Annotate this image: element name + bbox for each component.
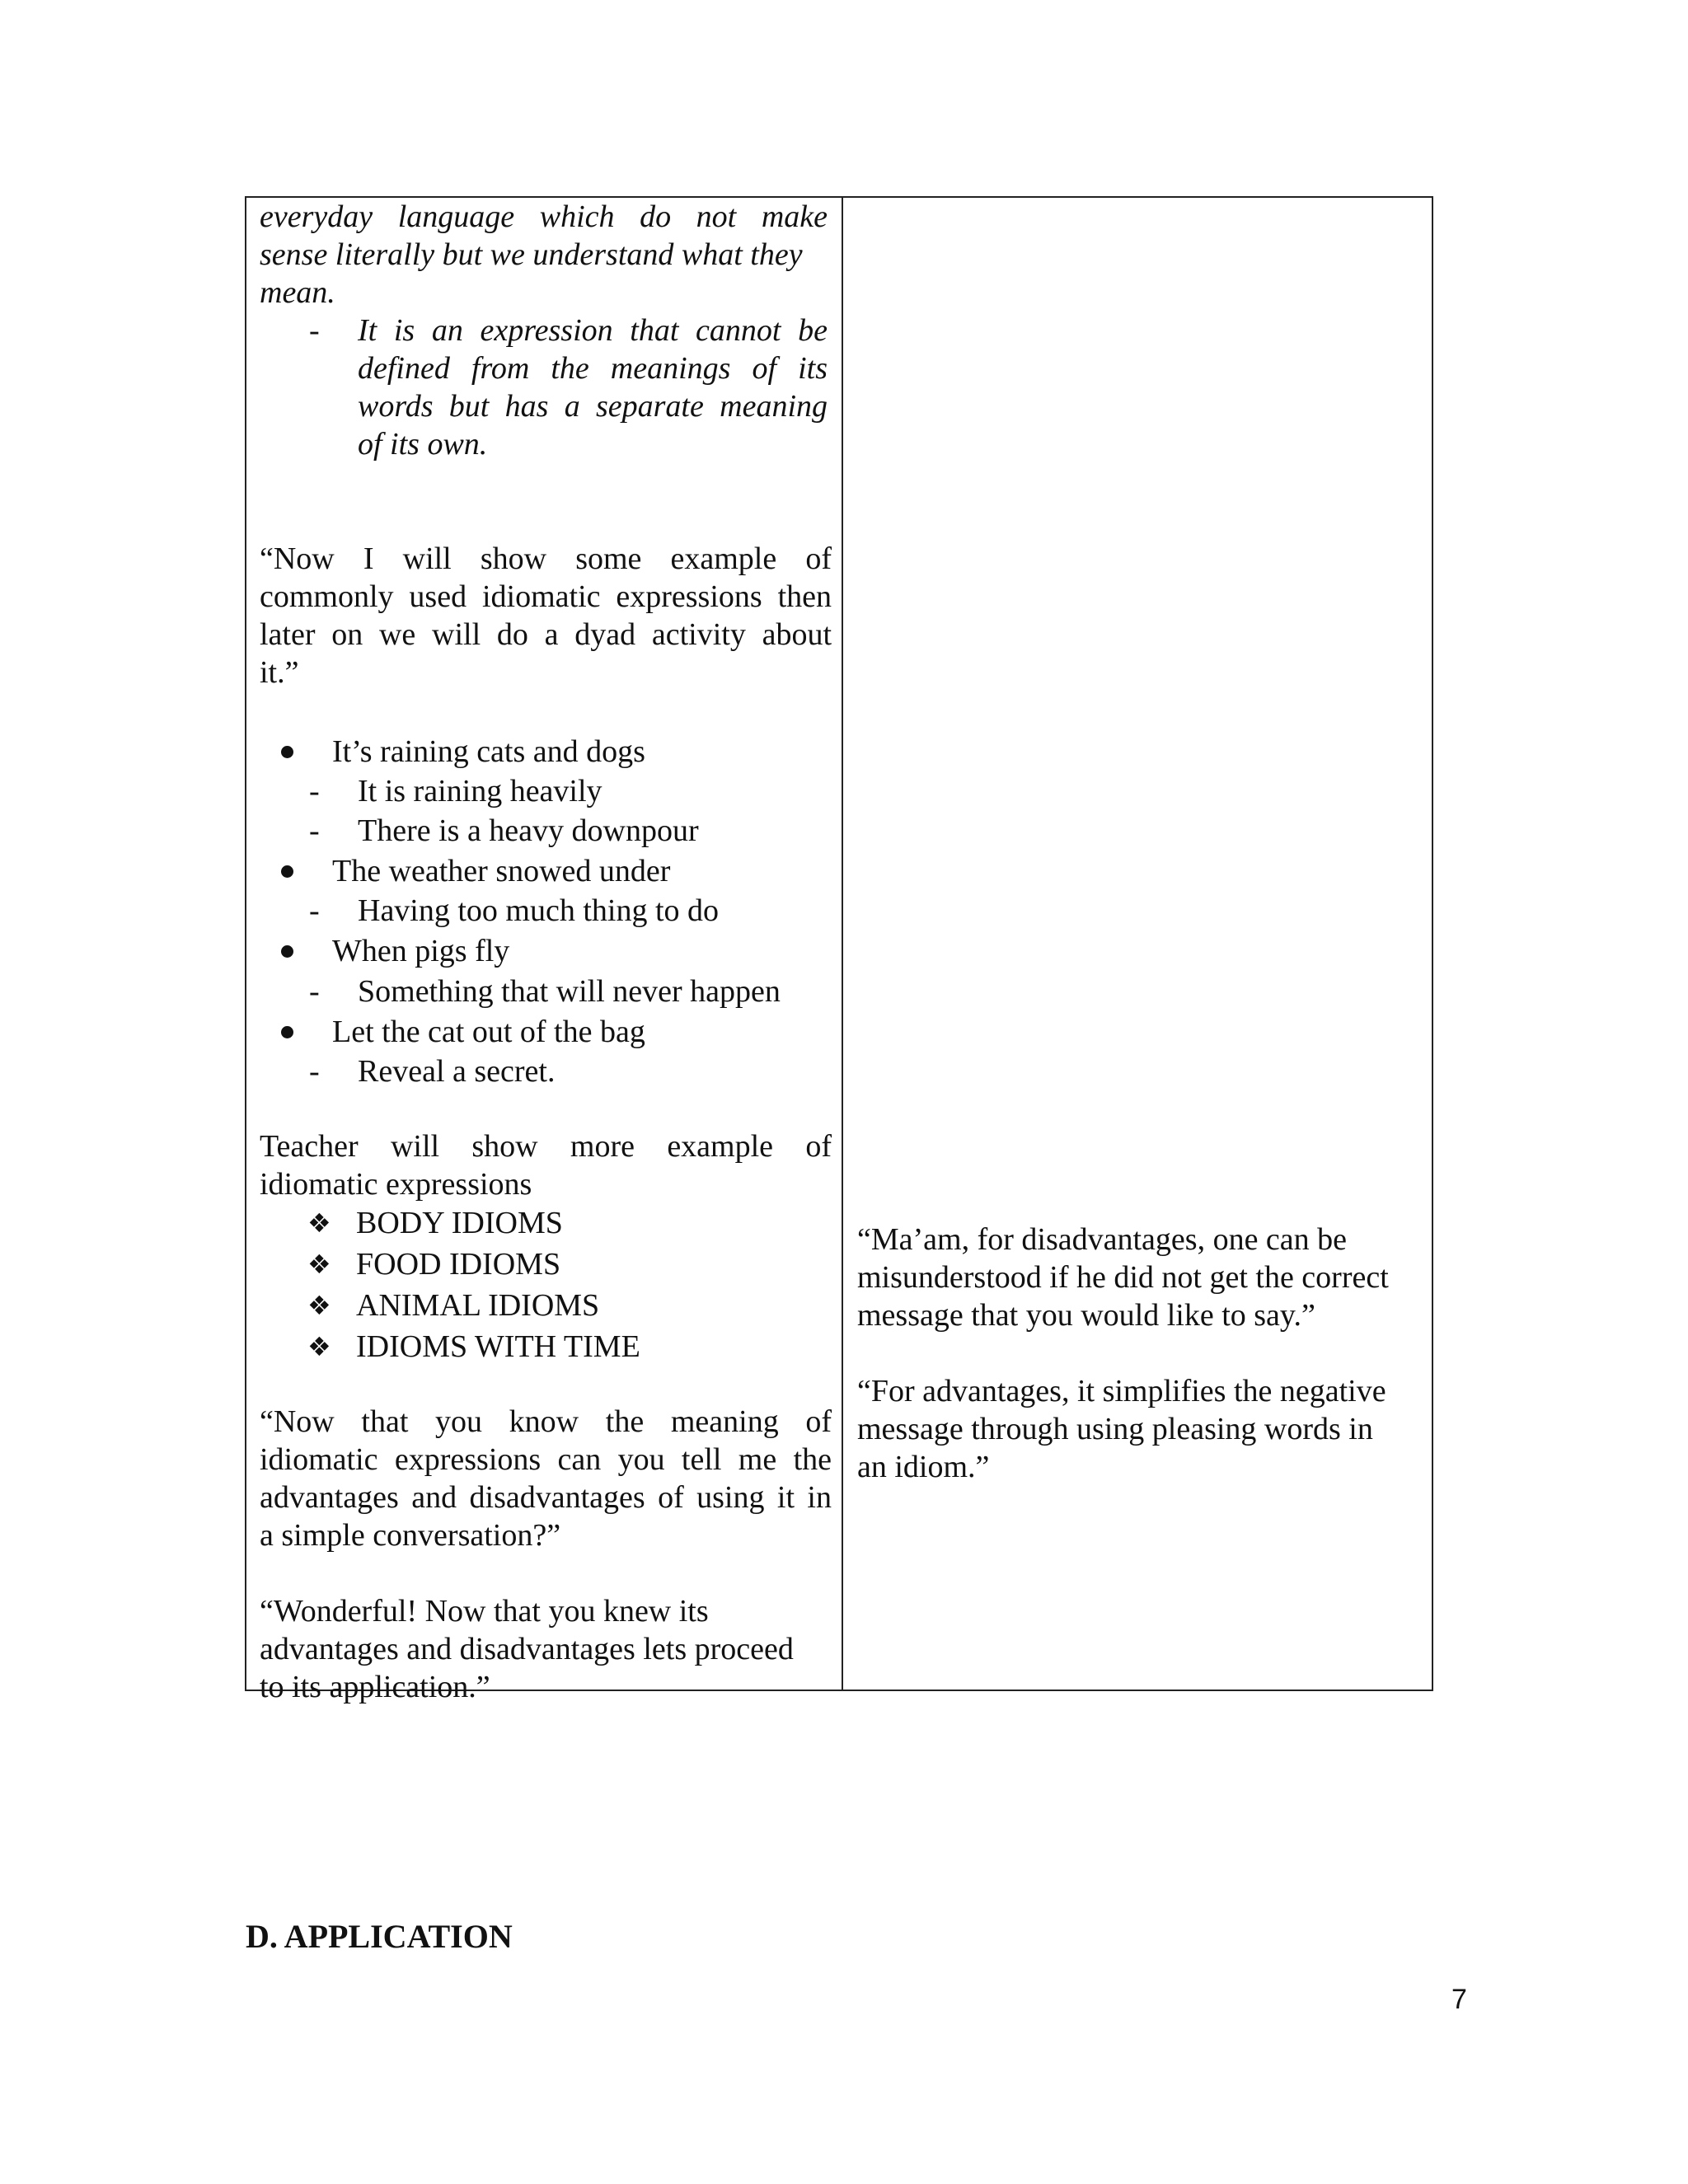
question-line: idiomatic expressions can you tell me the <box>260 1442 832 1477</box>
page-number: 7 <box>1451 1984 1467 2015</box>
definition-sub-line: It is an expression that cannot be <box>358 313 828 348</box>
intro-line: “Now I will show some example of <box>260 541 832 576</box>
diamond-bullet-icon: ❖ <box>307 1249 331 1280</box>
idiom-meaning: There is a heavy downpour <box>358 813 699 848</box>
idiom-meaning: Something that will never happen <box>358 974 781 1009</box>
idiom-title: It’s raining cats and dogs <box>332 734 645 769</box>
closing-line: “Wonderful! Now that you knew its <box>260 1594 709 1629</box>
diamond-bullet-icon: ❖ <box>307 1207 331 1239</box>
dash-marker: - <box>309 974 320 1009</box>
student-answer-line: message that you would like to say.” <box>857 1298 1315 1333</box>
question-line: a simple conversation?” <box>260 1518 561 1553</box>
intro-line: commonly used idiomatic expressions then <box>260 579 832 614</box>
dash-marker: - <box>309 893 320 928</box>
definition-line: everyday language which do not make <box>260 199 828 234</box>
idiom-meaning: Having too much thing to do <box>358 893 720 928</box>
closing-line: advantages and disadvantages lets proceed <box>260 1632 794 1666</box>
more-examples-line: idiomatic expressions <box>260 1167 532 1202</box>
definition-sub-line: defined from the meanings of its <box>358 351 828 386</box>
idiom-title: The weather snowed under <box>332 854 671 888</box>
bullet-icon <box>281 865 293 878</box>
intro-line: later on we will do a dyad activity about <box>260 617 832 652</box>
idiom-meaning: It is raining heavily <box>358 774 603 808</box>
student-answer-line: “Ma’am, for disadvantages, one can be <box>857 1222 1348 1257</box>
definition-sub-line: words but has a separate meaning <box>358 389 828 424</box>
definition-sub-line: of its own. <box>358 427 488 462</box>
dash-marker: - <box>309 813 320 848</box>
question-line: “Now that you know the meaning of <box>260 1404 832 1439</box>
section-heading: D. APPLICATION <box>246 1918 513 1955</box>
category-item: ANIMAL IDIOMS <box>356 1288 600 1323</box>
intro-line: it.” <box>260 655 299 690</box>
dash-marker: - <box>309 1054 320 1089</box>
student-answer-line: an idiom.” <box>857 1450 990 1484</box>
idiom-title: When pigs fly <box>332 934 510 968</box>
definition-line: sense literally but we understand what they <box>260 237 803 272</box>
bullet-icon <box>281 1026 293 1038</box>
student-answer-line: “For advantages, it simplifies the negative <box>857 1374 1386 1408</box>
question-line: advantages and disadvantages of using it in <box>260 1480 832 1515</box>
definition-line: mean. <box>260 275 335 310</box>
category-item: BODY IDIOMS <box>356 1206 563 1240</box>
dash-marker: - <box>309 774 320 808</box>
student-answer-line: message through using pleasing words in <box>857 1412 1373 1446</box>
diamond-bullet-icon: ❖ <box>307 1290 331 1321</box>
closing-line: to its application.” <box>260 1670 490 1704</box>
category-item: IDIOMS WITH TIME <box>356 1329 640 1364</box>
idiom-meaning: Reveal a secret. <box>358 1054 556 1089</box>
definition-dash: - <box>309 313 320 348</box>
student-answer-line: misunderstood if he did not get the correct <box>857 1260 1389 1295</box>
bullet-icon <box>281 945 293 958</box>
table-column-divider <box>842 196 843 1691</box>
category-item: FOOD IDIOMS <box>356 1247 561 1282</box>
diamond-bullet-icon: ❖ <box>307 1331 331 1362</box>
idiom-title: Let the cat out of the bag <box>332 1015 645 1049</box>
more-examples-line: Teacher will show more example of <box>260 1129 832 1164</box>
bullet-icon <box>281 746 293 758</box>
